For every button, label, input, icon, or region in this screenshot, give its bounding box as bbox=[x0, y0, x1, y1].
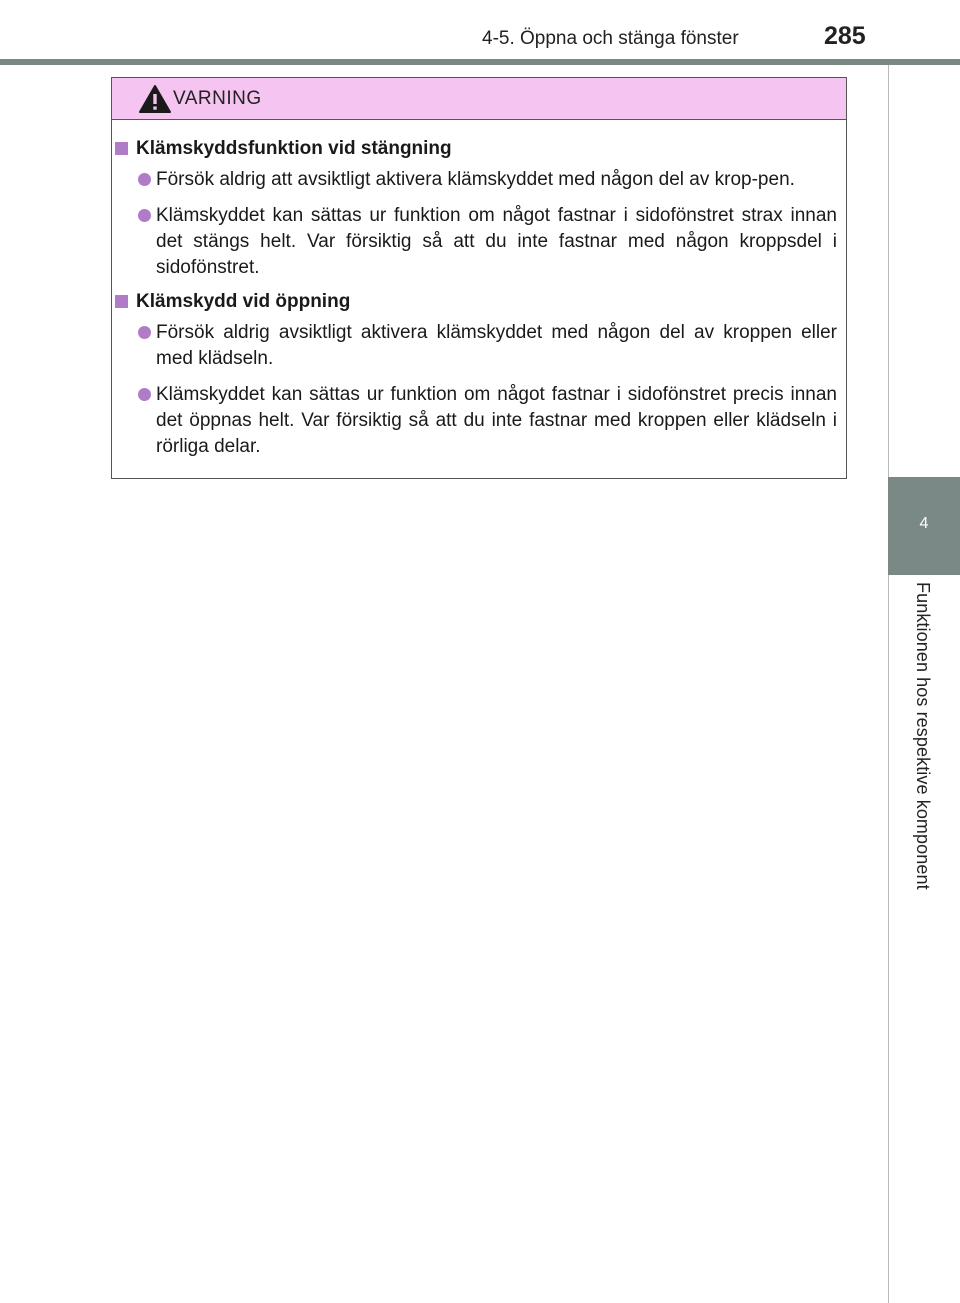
section-heading bbox=[112, 136, 837, 162]
section-heading bbox=[112, 289, 837, 315]
list-item bbox=[112, 203, 837, 281]
section-heading-text: Klämskyddsfunktion vid stängning bbox=[136, 138, 452, 159]
chapter-title: Funktionen hos respektive komponent bbox=[913, 582, 933, 890]
warning-box bbox=[111, 77, 847, 479]
circle-bullet-icon bbox=[138, 326, 151, 339]
warning-body bbox=[112, 120, 846, 460]
list-item-text: Klämskyddet kan sättas ur funktion om något fastnar i sidofönstret strax innan det stängs helt. Var försiktig så att du inte fastnar med någon kroppsdel i sidofönstret. bbox=[156, 205, 837, 278]
square-bullet-icon bbox=[115, 142, 128, 155]
header-divider bbox=[0, 59, 960, 65]
section-title: 4-5. Öppna och stänga fönster bbox=[482, 28, 739, 49]
circle-bullet-icon bbox=[138, 388, 151, 401]
list-item bbox=[112, 320, 837, 372]
section-heading-text: Klämskydd vid öppning bbox=[136, 291, 351, 312]
square-bullet-icon bbox=[115, 295, 128, 308]
list-item-text: Försök aldrig att avsiktligt aktivera klämskyddet med någon del av krop-pen. bbox=[156, 169, 795, 190]
circle-bullet-icon bbox=[138, 209, 151, 222]
warning-header bbox=[112, 78, 846, 120]
circle-bullet-icon bbox=[138, 173, 151, 186]
list-item bbox=[112, 382, 837, 460]
chapter-number: 4 bbox=[919, 515, 929, 532]
list-item-text: Försök aldrig avsiktligt aktivera klämskyddet med någon del av kroppen eller med klädseln. bbox=[156, 322, 837, 369]
warning-label: VARNING bbox=[173, 88, 262, 109]
page-number: 285 bbox=[824, 22, 866, 50]
warning-triangle-icon bbox=[138, 84, 172, 114]
list-item bbox=[112, 167, 837, 193]
list-item-text: Klämskyddet kan sättas ur funktion om något fastnar i sidofönstret precis innan det öppnas helt. Var försiktig så att du inte fastnar med kroppen eller klädseln i rörliga delar. bbox=[156, 384, 837, 457]
